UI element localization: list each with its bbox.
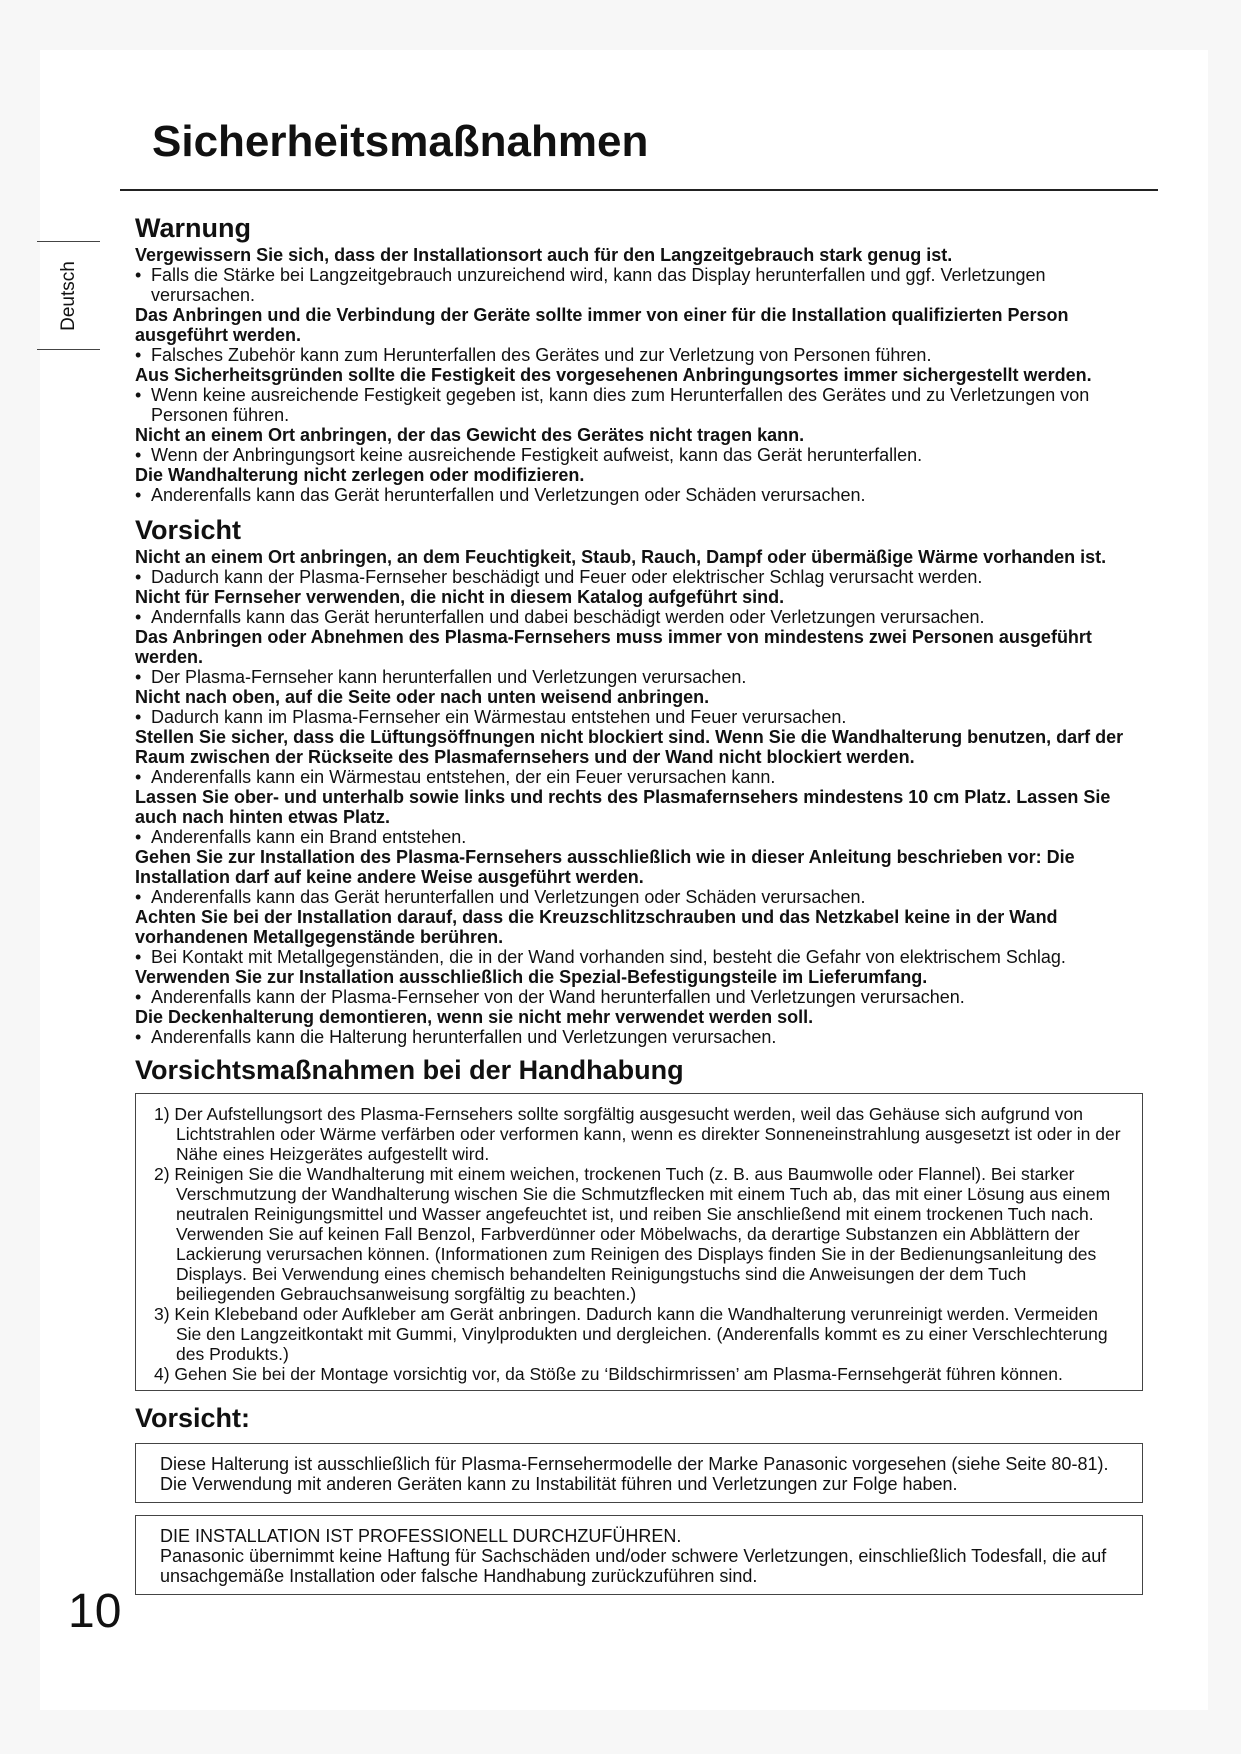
- language-tab: [37, 241, 100, 350]
- caution-heading: Lassen Sie ober- und unterhalb sowie links und rechts des Plasmafernsehers mindestens 10 cm Platz. Lassen Sie auch nach hinten etwas Platz.: [135, 787, 1111, 827]
- caution-heading: Die Deckenhalterung demontieren, wenn sie nicht mehr verwendet werden soll.: [135, 1007, 814, 1027]
- caution-heading: Stellen Sie sicher, dass die Lüftungsöffnungen nicht blockiert sind. Wenn Sie die Wandhalterung benutzen, darf der Raum zwischen der Rückseite des Plasmafernsehers und der Wand nicht blockiert werden.: [135, 727, 1124, 767]
- caution-bullet: • Dadurch kann im Plasma-Fernseher ein Wärmestau entstehen und Feuer verursachen.: [135, 707, 847, 727]
- warning-heading: Das Anbringen und die Verbindung der Geräte sollte immer von einer für die Installation qualifizierten Person ausgeführt werden.: [135, 305, 1069, 345]
- caution2-section: [135, 1401, 1143, 1503]
- caution2-box: [135, 1443, 1143, 1503]
- caution2-line: Diese Halterung ist ausschließlich für Plasma-Fernsehermodelle der Marke Panasonic vorgesehen (siehe Seite 80-81).: [160, 1454, 1109, 1474]
- warning-heading: Die Wandhalterung nicht zerlegen oder modifizieren.: [135, 465, 585, 485]
- caution-bullet: • Anderenfalls kann der Plasma-Fernseher von der Wand herunterfallen und Verletzungen verursachen.: [135, 987, 965, 1007]
- warning-bullet: • Falsches Zubehör kann zum Herunterfallen des Gerätes und zur Verletzung von Personen führen.: [135, 345, 932, 365]
- caution-heading: Nicht nach oben, auf die Seite oder nach unten weisend anbringen.: [135, 687, 710, 707]
- warning-heading: Nicht an einem Ort anbringen, der das Gewicht des Gerätes nicht tragen kann.: [135, 425, 805, 445]
- language-tab-label: Deutsch: [57, 260, 79, 331]
- title-rule: [120, 189, 1158, 191]
- professional-line: Panasonic übernimmt keine Haftung für Sachschäden und/oder schwere Verletzungen, einschließlich Todesfall, die auf unsachgemäße Installation oder falsche Handhabung zurückzuführen sind.: [160, 1546, 1107, 1586]
- caution-heading: Verwenden Sie zur Installation ausschließlich die Spezial-Befestigungsteile im Lieferumfang.: [135, 967, 928, 987]
- page-number: 10: [68, 1585, 122, 1638]
- caution-heading: Gehen Sie zur Installation des Plasma-Fernsehers ausschließlich wie in dieser Anleitung beschrieben vor: Die Installation darf auf keine andere Weise ausgeführt werden.: [135, 847, 1075, 887]
- warning-bullet: • Falls die Stärke bei Langzeitgebrauch unzureichend wird, kann das Display herunterfallen und ggf. Verletzungen verursachen.: [135, 265, 1046, 305]
- handling-title: Vorsichtsmaßnahmen bei der Handhabung: [135, 1055, 684, 1085]
- warning-section: [135, 211, 1143, 505]
- warning-bullet: • Anderenfalls kann das Gerät herunterfallen und Verletzungen oder Schäden verursachen.: [135, 485, 866, 505]
- caution-bullet: • Der Plasma-Fernseher kann herunterfallen und Verletzungen verursachen.: [135, 667, 747, 687]
- handling-item: 3) Kein Klebeband oder Aufkleber am Gerät anbringen. Dadurch kann die Wandhalterung verunreinigt werden. Vermeiden Sie den Langzeitkontakt mit Gummi, Vinylprodukten und dergleichen. (Anderenfalls kommt es zu einer Verschlechterung des Produkts.): [154, 1304, 1108, 1364]
- caution-heading: Nicht an einem Ort anbringen, an dem Feuchtigkeit, Staub, Rauch, Dampf oder übermäßige Wärme vorhanden ist.: [135, 547, 1107, 567]
- caution-bullet: • Bei Kontakt mit Metallgegenständen, die in der Wand vorhanden sind, besteht die Gefahr von elektrischem Schlag.: [135, 947, 1066, 967]
- caution-section: [135, 513, 1143, 1047]
- handling-item: 4) Gehen Sie bei der Montage vorsichtig vor, da Stöße zu ‘Bildschirmrissen’ am Plasma-Fernsehgerät führen können.: [154, 1364, 1063, 1384]
- handling-box: [135, 1093, 1143, 1391]
- caution-bullet: • Andernfalls kann das Gerät herunterfallen und dabei beschädigt werden oder Verletzungen verursachen.: [135, 607, 985, 627]
- caution-heading: Nicht für Fernseher verwenden, die nicht in diesem Katalog aufgeführt sind.: [135, 587, 785, 607]
- professional-box: [135, 1515, 1143, 1595]
- caution-heading: Achten Sie bei der Installation darauf, dass die Kreuzschlitzschrauben und das Netzkabel keine in der Wand vorhandenen Metallgegenstände berühren.: [135, 907, 1058, 947]
- page-title: Sicherheitsmaßnahmen: [152, 117, 649, 166]
- handling-item: 1) Der Aufstellungsort des Plasma-Fernsehers sollte sorgfältig ausgesucht werden, weil das Gehäuse sich aufgrund von Lichtstrahlen oder Wärme verfärben oder verformen kann, wenn es direkter Sonneneinstrahlung ausgesetzt ist oder in der Nähe eines Heizgerätes aufgestellt wird.: [154, 1104, 1121, 1164]
- handling-item: 2) Reinigen Sie die Wandhalterung mit einem weichen, trockenen Tuch (z. B. aus Baumwolle oder Flannel). Bei starker Verschmutzung der Wandhalterung wischen Sie die Schmutzflecken mit einem Tuch ab, das mit einer Lösung aus einem neutralen Reinigungsmittel und Wasser angefeuchtet ist, und reiben Sie anschließend mit einem trockenen Tuch nach. Verwenden Sie auf keinen Fall Benzol, Farbverdünner oder Möbelwachs, da derartige Substanzen ein Abblättern der Lackierung verursachen können. (Informationen zum Reinigen des Displays finden Sie in der Bedienungsanleitung des Displays. Bei Verwendung eines chemisch behandelten Reinigungstuchs sind die Anweisungen der dem Tuch beiliegenden Gebrauchsanweisung sorgfältig zu beachten.): [154, 1164, 1111, 1304]
- caution-heading: Das Anbringen oder Abnehmen des Plasma-Fernsehers muss immer von mindestens zwei Personen ausgeführt werden.: [135, 627, 1092, 667]
- content: [135, 211, 1143, 1607]
- warning-bullet: • Wenn der Anbringungsort keine ausreichende Festigkeit aufweist, kann das Gerät herunterfallen.: [135, 445, 923, 465]
- warning-bullet: • Wenn keine ausreichende Festigkeit gegeben ist, kann dies zum Herunterfallen des Gerätes und zu Verletzungen von Personen führen.: [135, 385, 1090, 425]
- caution-bullet: • Anderenfalls kann die Halterung herunterfallen und Verletzungen verursachen.: [135, 1027, 777, 1047]
- warning-heading: Vergewissern Sie sich, dass der Installationsort auch für den Langzeitgebrauch stark genug ist.: [135, 245, 953, 265]
- caution-bullet: • Anderenfalls kann ein Wärmestau entstehen, der ein Feuer verursachen kann.: [135, 767, 776, 787]
- warning-title: Warnung: [135, 213, 251, 243]
- handling-section: [135, 1053, 1143, 1391]
- caution-bullet: • Dadurch kann der Plasma-Fernseher beschädigt und Feuer oder elektrischer Schlag verursacht werden.: [135, 567, 983, 587]
- caution2-line: Die Verwendung mit anderen Geräten kann zu Instabilität führen und Verletzungen zur Folge haben.: [160, 1474, 958, 1494]
- professional-line: DIE INSTALLATION IST PROFESSIONELL DURCHZUFÜHREN.: [160, 1526, 682, 1546]
- warning-heading: Aus Sicherheitsgründen sollte die Festigkeit des vorgesehenen Anbringungsortes immer sichergestellt werden.: [135, 365, 1092, 385]
- caution2-title: Vorsicht:: [135, 1403, 251, 1433]
- caution-bullet: • Anderenfalls kann ein Brand entstehen.: [135, 827, 467, 847]
- caution-title: Vorsicht: [135, 515, 242, 545]
- caution-bullet: • Anderenfalls kann das Gerät herunterfallen und Verletzungen oder Schäden verursachen.: [135, 887, 866, 907]
